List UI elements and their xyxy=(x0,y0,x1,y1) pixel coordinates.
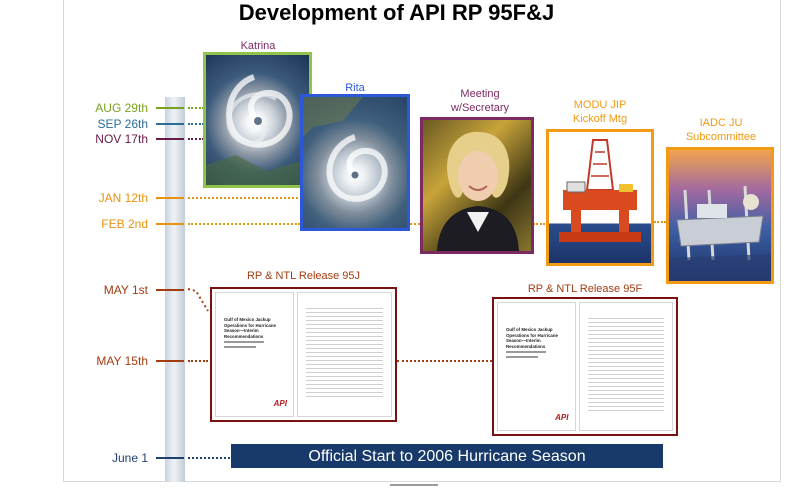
caption-iadc-line1: IADC JU xyxy=(699,117,743,129)
rp-95f-text-page xyxy=(579,302,674,431)
caption-meeting-line1: Meeting xyxy=(460,88,500,100)
rp-95j-cover-page xyxy=(215,292,294,417)
api-logo-icon: API xyxy=(273,399,287,408)
connector-feb-2d xyxy=(654,221,666,223)
date-aug-29: AUG 29th xyxy=(95,101,148,115)
date-june-1: June 1 xyxy=(111,451,148,465)
tick-june-1 xyxy=(156,457,184,459)
drilling-rig-icon xyxy=(549,132,651,263)
katrina-satellite-image xyxy=(203,52,312,188)
caption-iadc xyxy=(666,116,776,144)
connector-may-15b xyxy=(397,360,492,362)
rp-95j-document xyxy=(210,287,397,422)
tick-sep-26 xyxy=(156,123,184,125)
rp-95f-document xyxy=(492,297,678,436)
caption-meeting xyxy=(420,87,540,115)
rita-satellite-image xyxy=(300,94,410,231)
date-feb-2: FEB 2nd xyxy=(101,217,148,231)
caption-rita: Rita xyxy=(345,82,365,94)
caption-modu xyxy=(545,98,655,126)
caption-modu-line1: MODU JIP xyxy=(573,99,627,111)
rp-95f-cover-page xyxy=(497,302,576,431)
connector-jan-12 xyxy=(188,197,298,199)
date-sep-26: SEP 26th xyxy=(97,117,148,131)
connector-nov-17 xyxy=(188,138,204,140)
date-nov-17: NOV 17th xyxy=(95,132,148,146)
date-jan-12: JAN 12th xyxy=(98,191,148,205)
caption-rp-95j: RP & NTL Release 95J xyxy=(246,270,361,282)
caption-rp-95f: RP & NTL Release 95F xyxy=(527,283,643,295)
iadc-jackup-image xyxy=(666,147,774,284)
tick-may-15 xyxy=(156,360,184,362)
scroll-indicator[interactable] xyxy=(390,484,438,486)
tick-aug-29 xyxy=(156,107,184,109)
hurricane-swirl-icon xyxy=(206,55,309,185)
connector-feb-2c xyxy=(533,223,545,225)
connector-feb-2 xyxy=(188,223,300,225)
caption-meeting-line2: w/Secretary xyxy=(450,102,510,114)
rp-95j-cover-title: Gulf of Mexico Jackup Operations for Hurricane Season—Interim Recommendations xyxy=(224,317,276,339)
meeting-portrait-photo xyxy=(420,117,534,254)
connector-feb-2b xyxy=(410,223,420,225)
hurricane-season-banner: Official Start to 2006 Hurricane Season xyxy=(231,444,663,468)
modu-rig-image xyxy=(546,129,654,266)
date-may-15: MAY 15th xyxy=(96,354,148,368)
date-may-1: MAY 1st xyxy=(103,283,148,297)
tick-jan-12 xyxy=(156,197,184,199)
caption-modu-line2: Kickoff Mtg xyxy=(572,113,628,125)
rp-95f-cover-title: Gulf of Mexico Jackup Operations for Hurricane Season—Interim Recommendations xyxy=(506,327,558,349)
slide-border-right xyxy=(780,0,781,482)
slide-border-left xyxy=(63,0,64,482)
connector-may-15 xyxy=(188,360,208,362)
caption-iadc-line2: Subcommittee xyxy=(685,131,757,143)
tick-feb-2 xyxy=(156,223,184,225)
tick-may-1 xyxy=(156,289,184,291)
connector-aug-29 xyxy=(188,107,204,109)
caption-katrina: Katrina xyxy=(240,40,276,52)
rp-95j-text-page xyxy=(297,292,392,417)
connector-sep-26 xyxy=(188,123,204,125)
connector-may-1 xyxy=(186,287,212,313)
hurricane-swirl-icon xyxy=(303,97,407,228)
api-logo-icon: API xyxy=(555,413,569,422)
connector-june-1 xyxy=(188,457,230,459)
jackup-platform-icon xyxy=(669,150,771,281)
slide-title: Development of API RP 95F&J xyxy=(238,0,555,25)
tick-nov-17 xyxy=(156,138,184,140)
person-portrait-icon xyxy=(423,120,531,251)
